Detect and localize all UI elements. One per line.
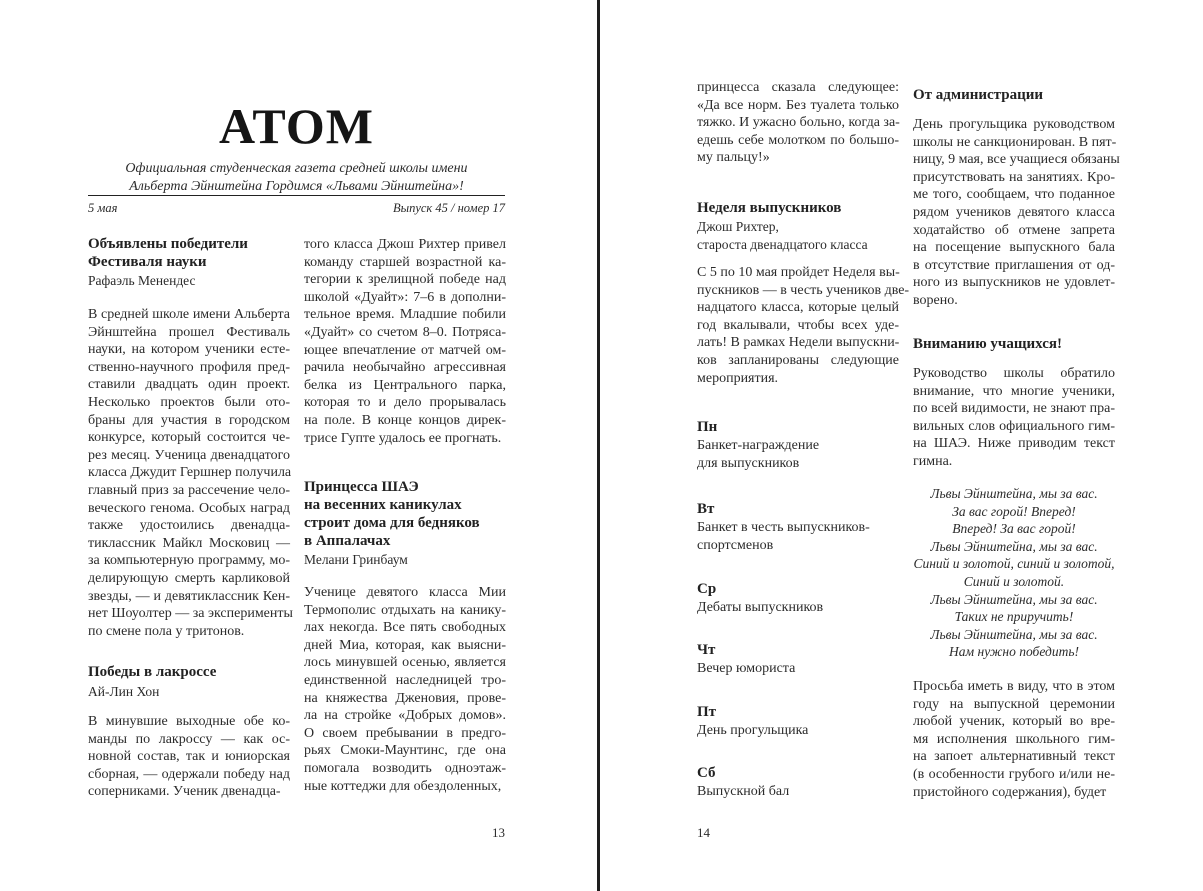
text-line: для выпускников: [697, 455, 800, 471]
lacrosse-author: [88, 683, 290, 701]
text-line: на поле. В конце концов дирек-: [304, 412, 506, 428]
text-line: Рафаэль Менендес: [88, 273, 196, 288]
schedule-event: [697, 783, 899, 801]
text-line: От администрации: [913, 87, 1043, 103]
princess-author: [304, 551, 506, 569]
schedule-day: [697, 418, 899, 436]
text-line: году на выпускной церемонии: [913, 696, 1115, 712]
text-line: (в особенности грубого и/или не-: [913, 766, 1115, 782]
text-line: команду старшей возрастной ка-: [304, 254, 506, 270]
text-line: мероприятия.: [697, 370, 779, 386]
attention-headline: [913, 335, 1115, 353]
text-line: Термополис отдыхать на канику-: [304, 602, 506, 618]
text-line: тяжко. И ужасно больно, когда за-: [697, 115, 900, 131]
text-line: новной состав, так и юниорская: [88, 749, 290, 765]
text-line: Официальная студенческая газета средней школы имени: [125, 161, 468, 176]
text-line: нет Шоуолтер — за эксперименты: [88, 606, 293, 622]
science-headline: [88, 235, 290, 271]
text-line: конкурсе, который состоится че-: [88, 430, 290, 446]
text-line: Львы Эйнштейна, мы за вас.: [930, 591, 1098, 607]
schedule-day: [697, 500, 899, 518]
attention-body-2: [913, 678, 1115, 801]
text-line: Альберта Эйнштейна Гордимся «Львами Эйнштейна»!: [129, 178, 464, 194]
schedule-event: [697, 599, 899, 617]
text-line: В средней школе имени Альберта: [88, 307, 290, 322]
anthem-lyrics: [905, 485, 1123, 661]
text-line: рьях Смоки-Маунтинс, где она: [304, 743, 506, 759]
schedule-event: [697, 437, 899, 472]
text-line: год вкалывали, чтобы всех уде-: [697, 317, 899, 333]
text-line: спортсменов: [697, 537, 774, 553]
text-line: Мелани Гринбаум: [304, 552, 408, 567]
lacrosse-body-continued: [304, 236, 506, 447]
text-line: любой ученик, который во вре-: [913, 714, 1115, 730]
text-line: ставили двадцать один проект.: [88, 377, 290, 393]
text-line: Ученице девятого класса Мии: [304, 585, 506, 600]
text-line: Банкет в честь выпускников-: [697, 520, 870, 535]
text-line: Вниманию учащихся!: [913, 336, 1063, 352]
text-line: едешь себе молотком по большо-: [697, 132, 899, 148]
text-line: Несколько проектов были ото-: [88, 394, 290, 410]
grad-week-author: [697, 218, 899, 253]
admin-headline: [913, 86, 1115, 104]
text-line: школой «Дуайт»: 7–6 в дополни-: [304, 289, 506, 305]
schedule-event: [697, 722, 899, 740]
text-line: Львы Эйнштейна, мы за вас.: [930, 486, 1098, 501]
text-line: Объявлены победители: [88, 236, 248, 252]
text-line: сборная, — одержали победу над: [88, 766, 290, 782]
text-line: тегории к зрелищной победе над: [304, 272, 506, 288]
day-label: Вт: [697, 501, 715, 517]
text-line: рачила необычайно агрессивная: [304, 360, 506, 376]
text-line: ков запланированы следующие: [697, 352, 899, 368]
text-line: му пальцу!»: [697, 150, 770, 166]
text-line: помогала возводить одноэтаж-: [304, 760, 506, 776]
text-line: в отсутствие приглашения от од-: [913, 257, 1115, 273]
schedule-day: [697, 703, 899, 721]
text-line: делирующую смерть карликовой: [88, 570, 290, 586]
text-line: на посещение выпускного бала: [913, 240, 1115, 256]
text-line: лось минувшей осенью, является: [304, 655, 506, 671]
masthead-tagline: [88, 160, 505, 195]
text-line: надцатого класса, которые целый: [697, 300, 899, 316]
text-line: на ШАЭ. Ниже приводим текст: [913, 436, 1115, 452]
text-line: браны для участия в городском: [88, 412, 290, 428]
page-number: 13: [492, 825, 505, 840]
text-line: за компьютерную программу, мо-: [88, 553, 290, 569]
text-line: лать! В рамках Недели выпускни-: [697, 335, 900, 351]
text-line: пускников — в честь учеников две-: [697, 282, 910, 298]
princess-body: [304, 584, 506, 795]
text-line: Львы Эйнштейна, мы за вас.: [930, 626, 1098, 642]
text-line: строит дома для бедняков: [304, 515, 480, 531]
text-line: Выпускной бал: [697, 784, 790, 799]
text-line: на запоет альтернативный текст: [913, 749, 1115, 765]
schedule-event: [697, 660, 899, 678]
text-line: ницу, 9 мая, все учащиеся обязаны: [913, 152, 1120, 168]
text-line: Джош Рихтер,: [697, 219, 779, 234]
text-line: звезды, — и девятиклассник Кен-: [88, 588, 290, 604]
text-line: пристойного содержания), будет: [913, 784, 1107, 800]
text-line: школы не санкционирован. В пят-: [913, 134, 1117, 150]
princess-headline: [304, 478, 506, 550]
masthead-rule: [88, 195, 505, 196]
lacrosse-headline: [88, 663, 290, 681]
text-line: гимна.: [913, 453, 953, 469]
text-line: также удостоились двенадца-: [88, 518, 290, 534]
text-line: главный приз за рассечение чело-: [88, 482, 290, 498]
text-line: День прогульщика: [697, 723, 809, 738]
lacrosse-body: [88, 713, 290, 801]
text-line: рез месяц. Ученица двенадцатого: [88, 447, 290, 463]
text-line: манды по лакроссу — как ос-: [88, 731, 290, 747]
text-line: ного из выпускников не удовлет-: [913, 275, 1115, 291]
text-line: ворено.: [913, 292, 958, 308]
grad-week-headline: [697, 199, 899, 217]
text-line: Неделя выпускников: [697, 200, 842, 216]
text-line: ющее впечатление от матчей ом-: [304, 342, 506, 358]
text-line: Дебаты выпускников: [697, 600, 824, 615]
text-line: в Аппалачах: [304, 533, 391, 549]
text-line: белка из Центрального парка,: [304, 377, 506, 393]
schedule-event: [697, 519, 899, 554]
right-page: [600, 0, 1203, 891]
text-line: дней Миа, которая, как выясни-: [304, 637, 506, 653]
text-line: «Да все норм. Без туалета только: [697, 97, 899, 113]
text-line: на княжества Дженовия, прове-: [304, 690, 506, 706]
text-line: присутствовать на занятиях. Кро-: [913, 169, 1115, 185]
text-line: Вперед! За вас горой!: [952, 521, 1076, 537]
masthead-title: ATOM: [219, 98, 374, 154]
text-line: ме того, сообщаем, что поданное: [913, 187, 1115, 203]
text-line: Принцесса ШАЭ: [304, 479, 419, 495]
day-label: Сб: [697, 765, 716, 781]
text-line: Вечер юмориста: [697, 661, 796, 676]
text-line: Победы в лакроссе: [88, 664, 217, 680]
text-line: внимание, что многие ученики,: [913, 383, 1115, 399]
text-line: вильных слов официального гим-: [913, 418, 1115, 434]
text-line: Синий и золотой, синий и золотой,: [913, 556, 1115, 572]
text-line: Синий и золотой.: [963, 573, 1065, 589]
text-line: «Дуайт» со счетом 8–0. Потряса-: [304, 324, 506, 340]
text-line: мя исполнения школьного гим-: [913, 731, 1115, 747]
text-line: староста двенадцатого класса: [697, 236, 868, 252]
schedule-day: [697, 641, 899, 659]
text-line: того класса Джош Рихтер привел: [304, 237, 506, 252]
grad-week-body: [697, 264, 910, 387]
page-number: 14: [697, 825, 710, 840]
day-label: Чт: [697, 642, 716, 658]
text-line: Руководство школы обратило: [913, 366, 1115, 381]
day-label: Пт: [697, 704, 717, 720]
text-line: Эйнштейна прошел Фестиваль: [88, 324, 290, 340]
text-line: Ай-Лин Хон: [88, 684, 160, 699]
text-line: В минувшие выходные обе ко-: [88, 714, 290, 729]
science-author: [88, 272, 290, 290]
text-line: Таких не приручить!: [954, 609, 1074, 625]
text-line: День прогульщика руководством: [913, 117, 1115, 132]
text-line: тельное время. Младшие побили: [304, 307, 506, 323]
science-body: [88, 306, 293, 640]
text-line: которая то и дело прорывалась: [304, 395, 506, 411]
text-line: по смене пола у тритонов.: [88, 623, 245, 639]
text-line: веческого генома. Особых наград: [88, 500, 290, 516]
text-line: ственно-научного профиля пред-: [88, 359, 290, 375]
text-line: Банкет-награждение: [697, 438, 820, 453]
text-line: Нам нужно победить!: [949, 644, 1079, 660]
text-line: ные коттеджи для обездоленных,: [304, 778, 502, 794]
text-line: соперниками. Ученик двенадца-: [88, 784, 281, 800]
text-line: науки, на котором ученики есте-: [88, 342, 290, 358]
text-line: лах некогда. Все пять свободных: [304, 620, 506, 636]
text-line: трисе Гупте удалось ее прогнать.: [304, 430, 502, 446]
schedule-day: [697, 580, 899, 598]
text-line: Просьба иметь в виду, что в этом: [913, 679, 1115, 694]
text-line: ла на стройке «Добрых домов».: [304, 708, 506, 724]
day-label: Ср: [697, 581, 717, 597]
text-line: За вас горой! Вперед!: [952, 503, 1076, 519]
text-line: класса Джудит Гершнер получила: [88, 465, 292, 481]
day-label: Пн: [697, 419, 718, 435]
text-line: на весенних каникулах: [304, 497, 462, 513]
text-line: тиклассник Майкл Московиц —: [88, 535, 290, 551]
text-line: принцесса сказала следующее:: [697, 80, 899, 95]
admin-body: [913, 116, 1120, 310]
left-page: [0, 0, 597, 891]
text-line: рядом учеников девятого класса: [913, 204, 1115, 220]
text-line: Львы Эйнштейна, мы за вас.: [930, 538, 1098, 554]
issue-date: 5 мая: [88, 201, 118, 215]
text-line: по всей видимости, не знают пра-: [913, 401, 1115, 417]
text-line: единственной наследницей тро-: [304, 672, 506, 688]
text-line: О своем пребывании в предго-: [304, 725, 506, 741]
text-line: С 5 по 10 мая пройдет Неделя вы-: [697, 265, 900, 280]
attention-body: [913, 365, 1115, 471]
princess-body-continued: [697, 79, 899, 167]
text-line: ходатайство об отмене запрета: [913, 222, 1115, 238]
text-line: Фестиваля науки: [88, 254, 207, 270]
issue-number: Выпуск 45 / номер 17: [392, 201, 505, 215]
schedule-day: [697, 764, 899, 782]
